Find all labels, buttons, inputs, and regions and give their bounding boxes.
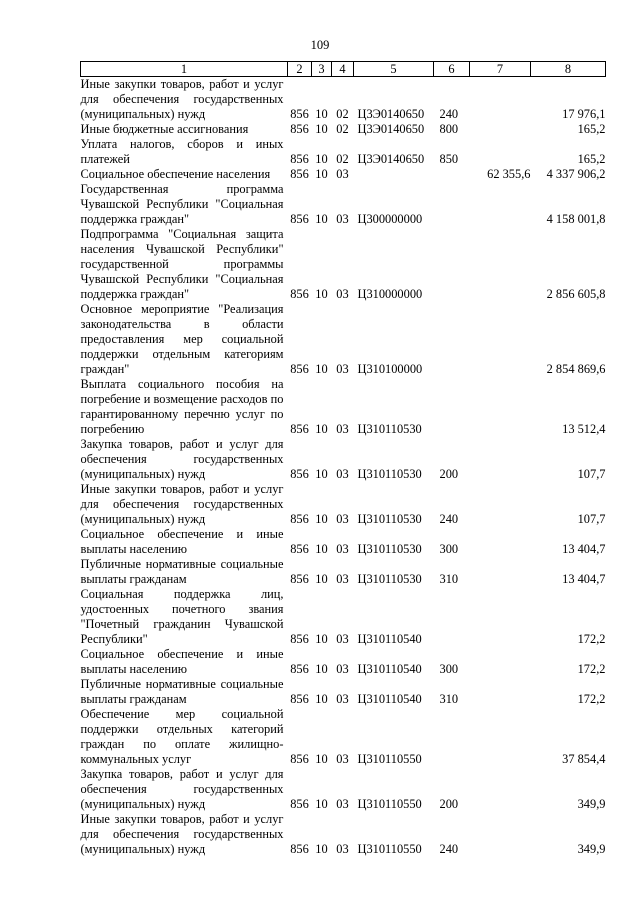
- row-amount-col7: [470, 302, 531, 377]
- row-amount-col8: 17 976,1: [562, 107, 606, 121]
- header-col-2: 2: [288, 62, 312, 77]
- row-subsection-code: 03: [336, 512, 349, 526]
- row-name: Обеспечение мер социальной поддержки отдельных категорий граждан по оплате жилищно-коммунальных услуг: [80, 707, 284, 766]
- row-target-article: Ц310110540: [357, 692, 422, 706]
- row-target-article: Ц3Э0140650: [357, 107, 425, 121]
- row-ministry-code: 856: [290, 542, 309, 556]
- row-amount-col7: [470, 677, 531, 707]
- row-subsection-code: 03: [336, 797, 349, 811]
- row-name: Основное мероприятие "Реализация законодательства в области предоставления мер социальной поддержки отдельным категориям граждан": [80, 302, 284, 376]
- header-col-6: 6: [434, 62, 470, 77]
- row-ministry-code: 856: [290, 362, 309, 376]
- row-ministry-code: 856: [290, 467, 309, 481]
- row-expense-type: [434, 587, 470, 647]
- row-target-article: [354, 167, 434, 182]
- row-target-article: Ц3Э0140650: [357, 152, 425, 166]
- row-amount-col8: 13 512,4: [562, 422, 606, 436]
- row-name: Иные закупки товаров, работ и услуг для обеспечения государственных (муниципальных) нужд: [80, 77, 284, 121]
- table-header: [81, 62, 606, 77]
- row-subsection-code: 02: [336, 122, 349, 136]
- row-subsection-code: 02: [336, 107, 349, 121]
- row-section-code: 10: [315, 572, 328, 586]
- row-amount-col7: [470, 587, 531, 647]
- row-amount-col8: 349,9: [577, 797, 606, 811]
- row-name: Публичные нормативные социальные выплаты гражданам: [80, 677, 284, 706]
- row-expense-type: 310: [439, 572, 459, 586]
- row-subsection-code: 03: [336, 422, 349, 436]
- row-target-article: Ц310000000: [357, 287, 423, 301]
- row-name: Подпрограмма "Социальная защита населения Чувашской Республики" государственной программы Чувашской Республики "Социальная поддержка граждан": [80, 227, 284, 301]
- row-target-article: Ц310110550: [357, 797, 422, 811]
- row-subsection-code: 03: [336, 632, 349, 646]
- row-section-code: 10: [315, 752, 328, 766]
- table-row: [81, 302, 606, 377]
- row-expense-type: [434, 167, 470, 182]
- row-amount-col7: [470, 812, 531, 857]
- row-name: Выплата социального пособия на погребение и возмещение расходов по гарантированному перечню услуг по погребению: [80, 377, 284, 436]
- row-name: Социальное обеспечение населения: [80, 167, 271, 181]
- table-row: [81, 182, 606, 227]
- header-col-8: 8: [531, 62, 606, 77]
- row-amount-col8: 107,7: [577, 512, 606, 526]
- row-expense-type: 850: [439, 152, 459, 166]
- row-expense-type: 200: [439, 797, 459, 811]
- page-number: 109: [310, 38, 330, 52]
- row-amount-col8: 172,2: [577, 692, 606, 706]
- header-col-7: 7: [470, 62, 531, 77]
- row-name: Публичные нормативные социальные выплаты гражданам: [80, 557, 284, 586]
- row-amount-col7: [470, 527, 531, 557]
- row-amount-col7: [470, 767, 531, 812]
- row-subsection-code: 03: [336, 167, 349, 181]
- row-amount-col8: 13 404,7: [562, 542, 606, 556]
- row-section-code: 10: [315, 107, 328, 121]
- row-section-code: 10: [315, 287, 328, 301]
- row-amount-col8: 172,2: [577, 632, 606, 646]
- row-amount-col7: [470, 227, 531, 302]
- row-expense-type: [434, 377, 470, 437]
- row-amount-col7: [470, 557, 531, 587]
- table-row: [81, 377, 606, 437]
- row-section-code: 10: [315, 632, 328, 646]
- row-amount-col7: [470, 707, 531, 767]
- budget-table: [80, 61, 606, 857]
- row-subsection-code: 03: [336, 362, 349, 376]
- header-row: [81, 62, 606, 77]
- row-target-article: Ц310110550: [357, 752, 422, 766]
- table-row: [81, 77, 606, 123]
- row-target-article: Ц310110550: [357, 842, 422, 856]
- row-name: Закупка товаров, работ и услуг для обеспечения государственных (муниципальных) нужд: [80, 767, 284, 811]
- row-expense-type: [434, 707, 470, 767]
- row-expense-type: 240: [439, 512, 459, 526]
- row-amount-col7: [470, 482, 531, 527]
- row-target-article: Ц310110530: [357, 542, 422, 556]
- row-section-code: 10: [315, 542, 328, 556]
- row-name: Иные закупки товаров, работ и услуг для обеспечения государственных (муниципальных) нужд: [80, 482, 284, 526]
- row-name: Социальное обеспечение и иные выплаты населению: [80, 527, 284, 556]
- row-amount-col7: [470, 77, 531, 123]
- row-amount-col8: 2 856 605,8: [546, 287, 606, 301]
- row-section-code: 10: [315, 467, 328, 481]
- table-row: [81, 527, 606, 557]
- row-amount-col8: 165,2: [577, 152, 606, 166]
- header-col-3: 3: [312, 62, 332, 77]
- row-ministry-code: 856: [290, 122, 309, 136]
- row-expense-type: 310: [439, 692, 459, 706]
- row-subsection-code: 03: [336, 572, 349, 586]
- row-section-code: 10: [315, 797, 328, 811]
- row-expense-type: [434, 302, 470, 377]
- row-ministry-code: 856: [290, 797, 309, 811]
- row-expense-type: 300: [439, 662, 459, 676]
- row-amount-col8: 13 404,7: [562, 572, 606, 586]
- row-amount-col8: 172,2: [577, 662, 606, 676]
- row-section-code: 10: [315, 212, 328, 226]
- row-expense-type: 300: [439, 542, 459, 556]
- row-subsection-code: 03: [336, 692, 349, 706]
- row-name: Уплата налогов, сборов и иных платежей: [80, 137, 284, 166]
- row-ministry-code: 856: [290, 167, 309, 181]
- row-expense-type: 800: [439, 122, 459, 136]
- row-amount-col8: 4 337 906,2: [546, 167, 606, 181]
- table-row: [81, 482, 606, 527]
- row-name: Социальное обеспечение и иные выплаты населению: [80, 647, 284, 676]
- row-amount-col8: 349,9: [577, 842, 606, 856]
- table-body: [81, 77, 606, 858]
- table-row: [81, 707, 606, 767]
- row-subsection-code: 03: [336, 662, 349, 676]
- table-row: [81, 767, 606, 812]
- row-target-article: Ц310110540: [357, 662, 422, 676]
- table-row: [81, 647, 606, 677]
- row-section-code: 10: [315, 167, 328, 181]
- row-subsection-code: 03: [336, 212, 349, 226]
- row-name: Закупка товаров, работ и услуг для обеспечения государственных (муниципальных) нужд: [80, 437, 284, 481]
- row-ministry-code: 856: [290, 632, 309, 646]
- row-amount-col7: 62 355,6: [487, 167, 531, 181]
- row-ministry-code: 856: [290, 422, 309, 436]
- row-expense-type: [434, 227, 470, 302]
- row-amount-col8: 4 158 001,8: [546, 212, 606, 226]
- row-ministry-code: 856: [290, 287, 309, 301]
- row-ministry-code: 856: [290, 572, 309, 586]
- row-subsection-code: 03: [336, 842, 349, 856]
- row-ministry-code: 856: [290, 692, 309, 706]
- header-col-1: 1: [81, 62, 288, 77]
- row-section-code: 10: [315, 692, 328, 706]
- row-ministry-code: 856: [290, 842, 309, 856]
- row-name: Иные бюджетные ассигнования: [80, 122, 249, 136]
- row-expense-type: 240: [439, 842, 459, 856]
- row-target-article: Ц3Э0140650: [357, 122, 425, 136]
- row-amount-col7: [470, 122, 531, 137]
- header-col-5: 5: [354, 62, 434, 77]
- row-subsection-code: 03: [336, 467, 349, 481]
- row-target-article: Ц310110530: [357, 422, 422, 436]
- row-amount-col8: 165,2: [577, 122, 606, 136]
- row-section-code: 10: [315, 122, 328, 136]
- row-amount-col8: 2 854 869,6: [546, 362, 606, 376]
- row-name: Иные закупки товаров, работ и услуг для обеспечения государственных (муниципальных) нужд: [80, 812, 284, 856]
- table-row: [81, 587, 606, 647]
- table-row: [81, 167, 606, 182]
- row-amount-col7: [470, 437, 531, 482]
- table-row: [81, 122, 606, 137]
- row-section-code: 10: [315, 362, 328, 376]
- row-subsection-code: 02: [336, 152, 349, 166]
- row-section-code: 10: [315, 842, 328, 856]
- row-expense-type: 240: [439, 107, 459, 121]
- row-ministry-code: 856: [290, 662, 309, 676]
- row-target-article: Ц310110530: [357, 572, 422, 586]
- table-row: [81, 137, 606, 167]
- row-target-article: Ц310110530: [357, 467, 422, 481]
- row-expense-type: [434, 182, 470, 227]
- row-ministry-code: 856: [290, 107, 309, 121]
- row-section-code: 10: [315, 152, 328, 166]
- row-target-article: Ц310100000: [357, 362, 423, 376]
- row-amount-col8: 37 854,4: [562, 752, 606, 766]
- table-row: [81, 677, 606, 707]
- table-row: [81, 227, 606, 302]
- row-amount-col7: [470, 647, 531, 677]
- row-section-code: 10: [315, 662, 328, 676]
- row-amount-col8: 107,7: [577, 467, 606, 481]
- row-target-article: Ц300000000: [357, 212, 423, 226]
- row-amount-col7: [470, 137, 531, 167]
- row-subsection-code: 03: [336, 752, 349, 766]
- row-name: Социальная поддержка лиц, удостоенных почетного звания "Почетный гражданин Чувашской Республики": [80, 587, 284, 646]
- row-section-code: 10: [315, 512, 328, 526]
- row-amount-col7: [470, 182, 531, 227]
- table-row: [81, 557, 606, 587]
- row-subsection-code: 03: [336, 287, 349, 301]
- row-target-article: Ц310110540: [357, 632, 422, 646]
- table-row: [81, 437, 606, 482]
- row-ministry-code: 856: [290, 212, 309, 226]
- row-section-code: 10: [315, 422, 328, 436]
- row-ministry-code: 856: [290, 152, 309, 166]
- header-col-4: 4: [332, 62, 354, 77]
- row-target-article: Ц310110530: [357, 512, 422, 526]
- row-subsection-code: 03: [336, 542, 349, 556]
- row-name: Государственная программа Чувашской Республики "Социальная поддержка граждан": [80, 182, 284, 226]
- row-expense-type: 200: [439, 467, 459, 481]
- row-amount-col7: [470, 377, 531, 437]
- row-ministry-code: 856: [290, 752, 309, 766]
- table-row: [81, 812, 606, 857]
- row-ministry-code: 856: [290, 512, 309, 526]
